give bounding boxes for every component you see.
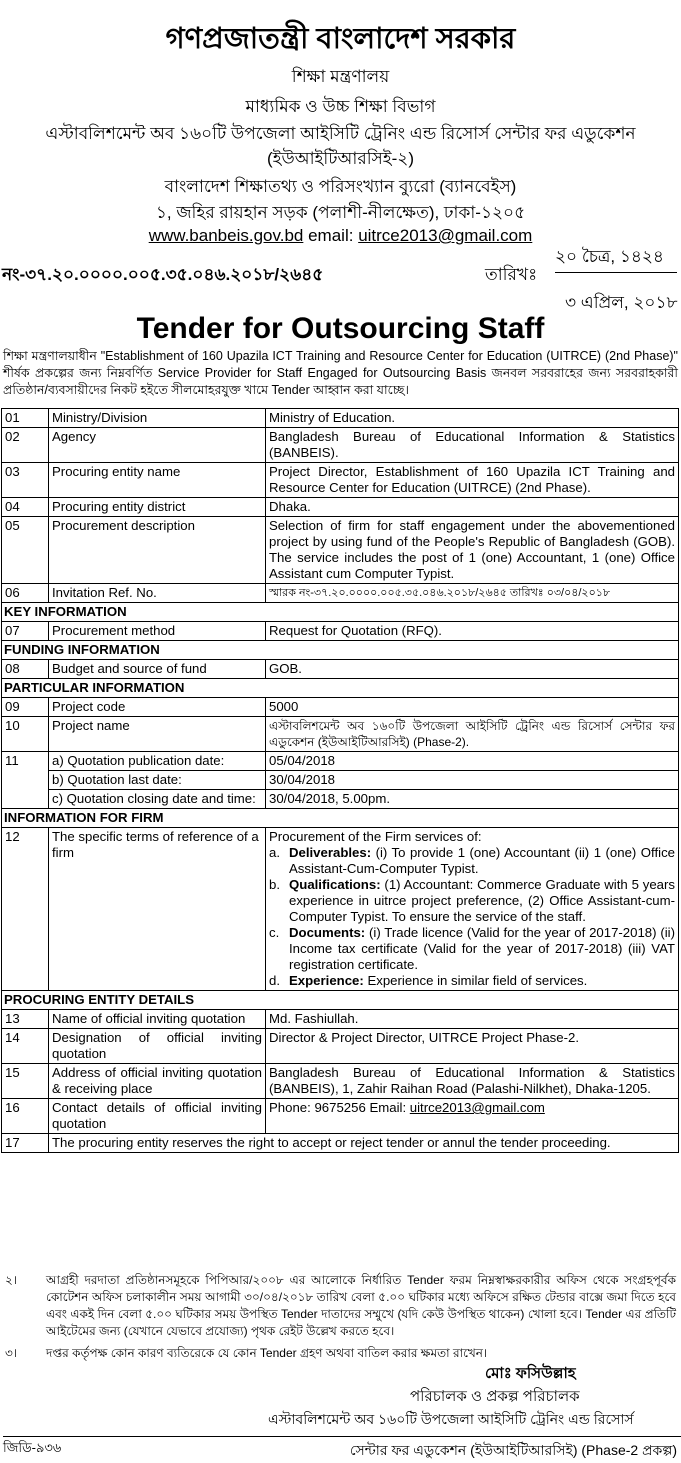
memo-number: নং-৩৭.২০.০০০০.০০৫.৩৫.০৪৬.২০১৮/২৬৪৫ (2, 265, 324, 284)
row-number: 09 (2, 698, 49, 717)
row-number: 07 (2, 622, 49, 641)
date-english: ৩ এপ্রিল, ২০১৮ (565, 293, 678, 312)
list-marker: a. (269, 845, 280, 860)
row-label: Project code (49, 698, 266, 717)
table-row (2, 771, 679, 790)
row-value (266, 1099, 679, 1134)
terms-text: (1) Accountant: Commerce Graduate with 5 years experience in uitrce project preference, (2) Office Assistant-cum-Computer Typist. To ensure the service of the staff. (289, 877, 675, 924)
row-value: Project Director, Establishment of 160 Upazila ICT Training and Resource Center for Education (UITRCE) (2nd Phase). (266, 463, 679, 498)
row-value: Request for Quotation (RFQ). (266, 622, 679, 641)
row-label: Procuring entity district (49, 498, 266, 517)
row-label: Ministry/Division (49, 409, 266, 428)
terms-heading: Deliverables: (289, 845, 372, 860)
row-value: এস্টাবলিশমেন্ট অব ১৬০টি উপজেলা আইসিটি ট্রেনিং এন্ড রিসোর্স সেন্টার ফর এডুকেশন (ইউআইটিআরসিই) (Phase-2). (266, 717, 679, 752)
section-key-information (2, 603, 679, 622)
row-number: 10 (2, 717, 49, 752)
table-row (2, 790, 679, 809)
table-row (2, 409, 679, 428)
government-title: গণপ্রজাতন্ত্রী বাংলাদেশ সরকার (165, 23, 516, 55)
email-label: email: (308, 226, 354, 245)
date-divider (555, 272, 677, 273)
signatory-project-line1: এস্টাবলিশমেন্ট অব ১৬০টি উপজেলা আইসিটি ট্রেনিং এন্ড রিসোর্স (268, 1411, 634, 1427)
row-label: Agency (49, 428, 266, 463)
table-row (2, 1134, 679, 1153)
terms-list (269, 845, 675, 989)
page-title: Tender for Outsourcing Staff (136, 312, 545, 345)
table-row (2, 498, 679, 517)
table-row (2, 1064, 679, 1099)
row-number: 17 (2, 1134, 49, 1153)
bureau-name: বাংলাদেশ শিক্ষাতথ্য ও পরিসংখ্যান ব্যুরো (ব্যানবেইস) (164, 177, 517, 196)
contact-phone: Phone: 9675256 Email: (269, 1100, 410, 1115)
list-marker: b. (269, 877, 280, 892)
row-value: Dhaka. (266, 498, 679, 517)
terms-item-deliverables (269, 845, 675, 877)
row-number: 01 (2, 409, 49, 428)
section-funding-information (2, 641, 679, 660)
terms-text: (i) To provide 1 (one) Accountant (ii) 1 (one) Office Assistant-Cum-Computer Typist. (289, 845, 675, 876)
row-value: Bangladesh Bureau of Educational Information & Statistics (BANBEIS). (266, 428, 679, 463)
section-particular-information (2, 679, 679, 698)
division-name: মাধ্যমিক ও উচ্চ শিক্ষা বিভাগ (245, 97, 436, 116)
footnote-text: আগ্রহী দরদাতা প্রতিষ্ঠানসমূহকে পিপিআর/২০০৮ এর আলোকে নির্ধারিত Tender ফরম নিম্নস্বাক্ষরকারীর অফিস থেকে সংগ্রহপূর্বক কোটেশন অফিস চলাকালীন সময় আগামী ৩০/০৪/২০১৮ তারিখ বেলা ৫.০০ ঘটিকার মধ্যে অফিসে রক্ষিত টেন্ডার বাক্সে জমা দিতে হবে এবং একই দিন বেলা ৫.০০ ঘটিকার সময় উপস্থিত Tender দাতাদের সম্মুখে (যদি কেউ উপস্থিত থাকেন) খোলা হবে। Tender এর প্রতিটি আইটেমের জন্য (যেখানে যেভাবে প্রযোজ্য) পৃথক রেইট উল্লেখ করতে হবে। (46, 1273, 676, 1338)
terms-heading: Qualifications: (289, 877, 381, 892)
row-number: 02 (2, 428, 49, 463)
row-value: 05/04/2018 (266, 752, 679, 771)
row-value: Ministry of Education. (266, 409, 679, 428)
row-number: 05 (2, 517, 49, 584)
terms-heading: Documents: (289, 925, 366, 940)
list-marker: d. (269, 973, 280, 988)
tender-table (1, 408, 679, 1153)
section-heading: PROCURING ENTITY DETAILS (2, 991, 679, 1010)
footnote-3 (1, 1345, 679, 1365)
row-number: 06 (2, 584, 49, 603)
footnote-number: ৩। (5, 1346, 18, 1360)
table-row (2, 428, 679, 463)
row-number: 16 (2, 1099, 49, 1134)
footnote-number: ২। (5, 1273, 18, 1287)
row-label: Project name (49, 717, 266, 752)
list-marker: c. (269, 925, 280, 940)
table-row (2, 584, 679, 603)
email-link[interactable]: uitrce2013@gmail.com (358, 226, 533, 245)
section-heading: KEY INFORMATION (2, 603, 679, 622)
table-row (2, 660, 679, 679)
row-value: 30/04/2018, 5.00pm. (266, 790, 679, 809)
row-label: Designation of official inviting quotation (49, 1029, 266, 1064)
row-label: Contact details of official inviting quotation (49, 1099, 266, 1134)
row-value: 30/04/2018 (266, 771, 679, 790)
row-number: 03 (2, 463, 49, 498)
row-number: 13 (2, 1010, 49, 1029)
date-label: তারিখঃ (485, 265, 538, 284)
intro-paragraph: শিক্ষা মন্ত্রণালয়াধীন "Establishment of 160 Upazila ICT Training and Resource Center for Education (UITRCE) (2nd Phase)" শীর্ষক প্রকল্পের জন্য নিম্নবর্ণিত Service Provider for Staff Engaged for Outsourcing Basis জনবল সরবরাহের জন্য সরবরাহকারী প্রতিষ্ঠান/ব্যবসায়ীদের নিকট হইতে সীলমোহরযুক্ত খামে Tender আহ্বান করা যাচ্ছে। (3, 349, 678, 397)
row-value: Bangladesh Bureau of Educational Information & Statistics (BANBEIS), 1, Zahir Raihan Road (Palashi-Nilkhet), Dhaka-1205. (266, 1064, 679, 1099)
row-value: Director & Project Director, UITRCE Project Phase-2. (266, 1029, 679, 1064)
row-value (266, 828, 679, 991)
signatory-project-line2: সেন্টার ফর এডুকেশন (ইউআইটিআরসিই) (Phase-2 প্রকল্প) (349, 1442, 677, 1458)
signatory-name: মোঃ ফসিউল্লাহ (485, 1365, 576, 1382)
footnote-2 (1, 1272, 679, 1340)
table-row (2, 1010, 679, 1029)
row-label: b) Quotation last date: (49, 771, 266, 790)
table-row (2, 828, 679, 991)
terms-text: Experience in similar field of services. (363, 973, 588, 988)
row-label: Name of official inviting quotation (49, 1010, 266, 1029)
row-label: Procuring entity name (49, 463, 266, 498)
project-name-header: এস্টাবলিশমেন্ট অব ১৬০টি উপজেলা আইসিটি ট্রেনিং এন্ড রিসোর্স সেন্টার ফর এডুকেশন (45, 124, 636, 143)
terms-text: (i) Trade licence (Valid for the year of 2017-2018) (ii) Income tax certificate (Valid for the year of 2017-2018) (iii) VAT registration certificate. (289, 925, 675, 972)
contact-email-link[interactable]: uitrce2013@gmail.com (409, 1100, 545, 1115)
table-row (2, 1029, 679, 1064)
row-label: The specific terms of reference of a firm (49, 828, 266, 991)
section-information-for-firm (2, 809, 679, 828)
row-value: Selection of firm for staff engagement under the abovementioned project by using fund of the People's Republic of Bangladesh (GOB). The service includes the post of 1 (one) Accountant, 1 (one) Office Assistant cum Computer Typist. (266, 517, 679, 584)
row-number: 12 (2, 828, 49, 991)
row-label: Budget and source of fund (49, 660, 266, 679)
signatory-designation: পরিচালক ও প্রকল্প পরিচালক (410, 1388, 580, 1405)
row-label: Address of official inviting quotation & receiving place (49, 1064, 266, 1099)
date-bengali: ২০ চৈত্র, ১৪২৪ (555, 247, 664, 266)
gd-number: জিডি-৯৩৬ (3, 1440, 62, 1455)
row-value: 5000 (266, 698, 679, 717)
table-row (2, 463, 679, 498)
row-value: স্মারক নং-৩৭.২০.০০০০.০০৫.৩৫.০৪৬.২০১৮/২৬৪৫ তারিখঃ ০৩/০৪/২০১৮ (266, 584, 679, 603)
row-number: 15 (2, 1064, 49, 1099)
table-row (2, 622, 679, 641)
section-heading: FUNDING INFORMATION (2, 641, 679, 660)
website-link[interactable]: www.banbeis.gov.bd (148, 226, 304, 245)
row-value: Md. Fashiullah. (266, 1010, 679, 1029)
table-row (2, 517, 679, 584)
row-number: 04 (2, 498, 49, 517)
project-short-header: (ইউআইটিআরসিই-২) (266, 149, 415, 168)
row-label: Procurement description (49, 517, 266, 584)
terms-item-documents (269, 925, 675, 973)
table-row (2, 698, 679, 717)
terms-heading: Experience: (289, 973, 364, 988)
row-value: GOB. (266, 660, 679, 679)
row-number: 14 (2, 1029, 49, 1064)
terms-item-qualifications (269, 877, 675, 925)
bureau-address: ১, জহির রায়হান সড়ক (পলাশী-নীলক্ষেত), ঢাকা-১২০৫ (155, 203, 526, 222)
table-row (2, 1099, 679, 1134)
table-row (2, 752, 679, 771)
section-procuring-entity-details (2, 991, 679, 1010)
terms-item-experience (269, 973, 675, 989)
row-label: c) Quotation closing date and time: (49, 790, 266, 809)
section-heading: PARTICULAR INFORMATION (2, 679, 679, 698)
ministry-name: শিক্ষা মন্ত্রণালয় (291, 67, 390, 86)
gd-footer (3, 1436, 681, 1460)
table-row (2, 717, 679, 752)
row-number: 08 (2, 660, 49, 679)
row-label: a) Quotation publication date: (49, 752, 266, 771)
web-contact (0, 226, 681, 246)
row-label: Invitation Ref. No. (49, 584, 266, 603)
row-number: 11 (2, 752, 49, 809)
footnote-text: দপ্তর কর্তৃপক্ষ কোন কারণ ব্যতিরেকে যে কোন Tender গ্রহণ অথবা বাতিল করার ক্ষমতা রাখেন। (46, 1346, 488, 1360)
row-value: The procuring entity reserves the right to accept or reject tender or annul the tender proceeding. (49, 1134, 679, 1153)
row-label: Procurement method (49, 622, 266, 641)
section-heading: INFORMATION FOR FIRM (2, 809, 679, 828)
terms-intro: Procurement of the Firm services of: (269, 829, 482, 844)
